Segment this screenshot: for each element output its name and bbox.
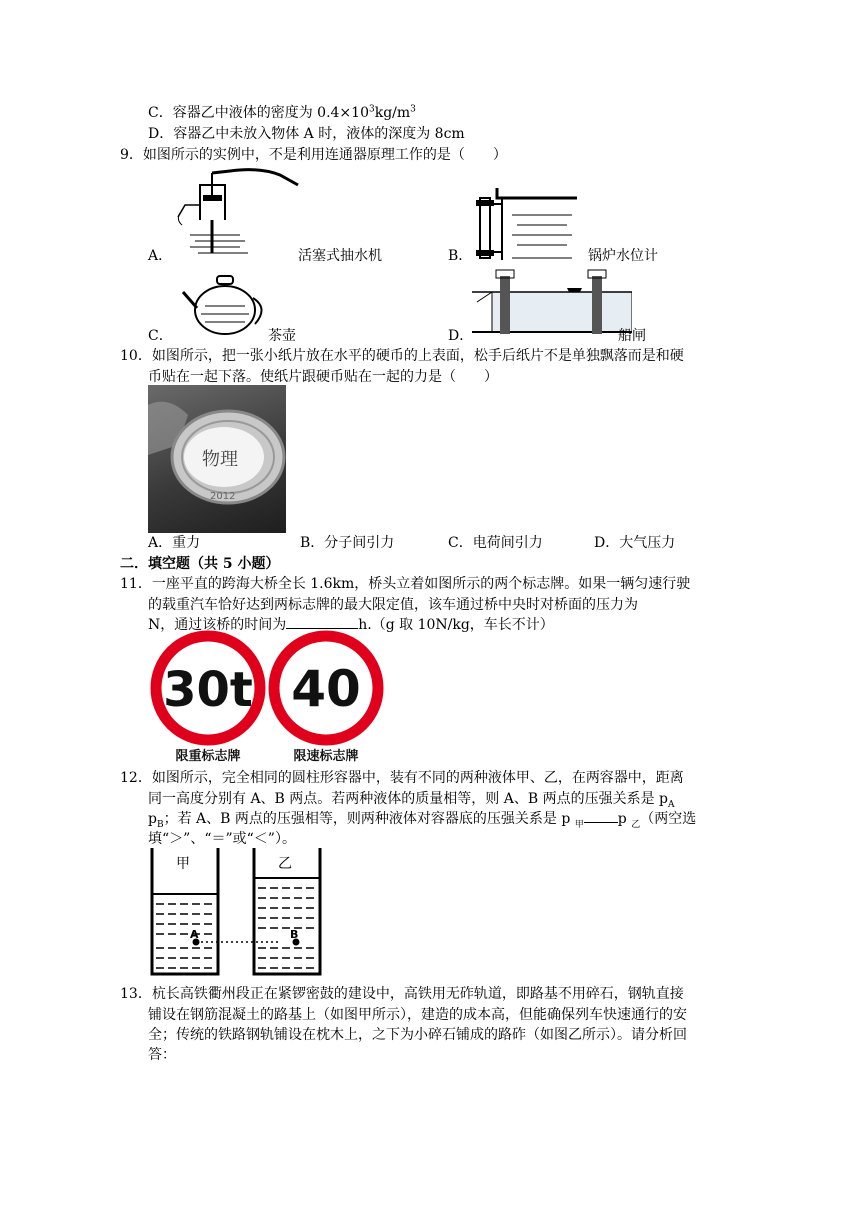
coin-paper-photo (148, 385, 286, 533)
q9-option-a-label: 活塞式抽水机 (298, 248, 382, 264)
q10-stem-line2: 币贴在一起下落。使纸片跟硬币贴在一起的力是（ ） (148, 369, 498, 385)
q11-line1: 11．一座平直的跨海大桥全长 1.6km，桥头立着如图所示的两个标志牌。如果一辆匀速行驶 (120, 576, 691, 592)
piston-pump-figure (170, 165, 305, 265)
point-b-label: B (290, 928, 299, 941)
q13-line2: 铺设在钢筋混凝土的路基上（如图甲所示），建造的成本高，但能确保列车快速通行的安 (148, 1007, 687, 1023)
traffic-signs-figure (148, 630, 388, 765)
q12-line3: $p_B$；若 A、B 两点的压强相等，则两种液体对容器底的压强关系是 p $_甲$ p $_乙$（两空选 (148, 811, 697, 830)
paper-text: 物理 (202, 449, 238, 470)
q13-line1: 13．杭长高铁衢州段正在紧锣密鼓的建设中，高铁用无砟轨道，即路基不用碎石，钢轨直接 (120, 986, 684, 1002)
q10-stem-line1: 10．如图所示，把一张小纸片放在水平的硬币的上表面，松手后纸片不是单独飘落而是和硬 (120, 348, 684, 364)
q10-option-c: C．电荷间引力 (448, 535, 543, 551)
weight-sign-caption: 限重标志牌 (175, 749, 241, 764)
q9-option-c-letter: C． (148, 328, 173, 344)
q13-line3: 全；传统的铁路钢轨铺设在枕木上，之下为小碎石铺成的路砟（如图乙所示）。请分析回 (148, 1027, 687, 1043)
ship-lock-figure (472, 262, 632, 336)
q10-option-b: B．分子间引力 (300, 535, 395, 551)
q11-blank (286, 628, 358, 629)
point-a-label: A (190, 928, 199, 941)
coin-year: 2012 (210, 491, 236, 502)
q12-line2: 同一高度分别有 A、B 两点。若两种液体的质量相等，则 A、B 两点的压强关系是 $p_A$ (148, 791, 675, 810)
coin-illustration (148, 385, 286, 533)
q9-option-b-letter: B． (448, 248, 473, 264)
q9-option-c-label: 茶壶 (268, 328, 296, 344)
teapot-figure (175, 270, 270, 342)
q9-option-b-label: 锅炉水位计 (588, 248, 658, 264)
q8-option-d: D．容器乙中未放入物体 A 时，液体的深度为 8cm (148, 126, 465, 142)
q12-line1: 12．如图所示，完全相同的圆柱形容器中，装有不同的两种液体甲、乙，在两容器中，距离 (120, 770, 684, 786)
speed-sign-caption: 限速标志牌 (293, 749, 359, 764)
q8-option-c: C．容器乙中液体的密度为 $0.4\times 10^3kg/m^3$ (148, 104, 416, 121)
q12-blank (584, 822, 618, 823)
q13-line4: 答： (148, 1047, 176, 1063)
containers-figure (146, 846, 326, 978)
q11-line2: 的载重汽车恰好达到两标志牌的最大限定值，该车通过桥中央时对桥面的压力为 (148, 597, 638, 613)
q9-stem: 9．如图所示的实例中，不是利用连通器原理工作的是（ ） (120, 147, 507, 163)
weight-limit-sign: 30t (163, 662, 253, 718)
speed-limit-sign: 40 (291, 660, 361, 718)
q12-line4: 填“＞”、“＝”或“＜”）。 (148, 831, 296, 847)
q10-option-a: A．重力 (148, 535, 201, 551)
q11-line3: N，通过该桥的时间为 h.（g 取 10N/kg，车长不计） (148, 617, 554, 633)
q9-option-d-label: 船闸 (618, 328, 646, 344)
container-right-label: 乙 (278, 856, 292, 872)
q10-option-d: D．大气压力 (594, 535, 676, 551)
boiler-gauge-figure (472, 180, 582, 265)
q9-option-a-letter: A． (148, 248, 173, 264)
q9-option-d-letter: D． (448, 328, 474, 344)
container-left-label: 甲 (176, 856, 190, 872)
section-heading: 二．填空题（共 5 小题） (120, 556, 280, 572)
